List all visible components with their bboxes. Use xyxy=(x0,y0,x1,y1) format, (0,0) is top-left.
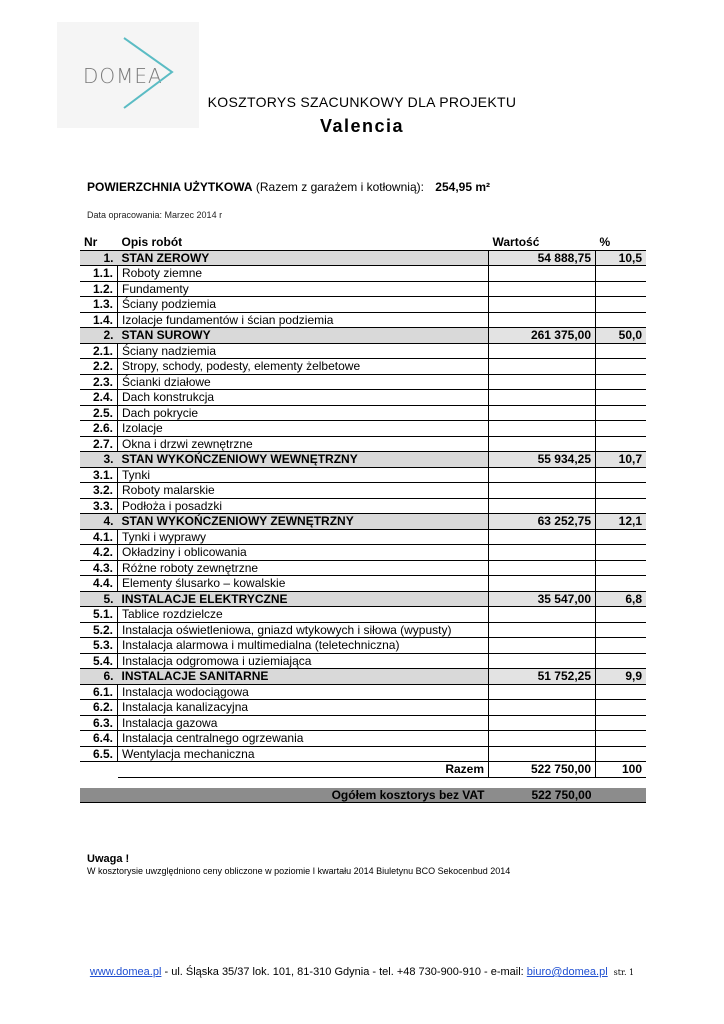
cost-table-body xyxy=(80,250,646,803)
item-value xyxy=(489,343,596,359)
section-value: 261 375,00 xyxy=(489,328,596,344)
item-row xyxy=(80,266,646,282)
item-percent xyxy=(596,653,647,669)
item-name: Ścianki działowe xyxy=(118,374,489,390)
item-value xyxy=(489,653,596,669)
item-row xyxy=(80,297,646,313)
item-row xyxy=(80,467,646,483)
item-name: Izolacje fundamentów i ścian podziemia xyxy=(118,312,489,328)
section-row xyxy=(80,250,646,266)
item-name: Dach pokrycie xyxy=(118,405,489,421)
item-row xyxy=(80,700,646,716)
item-name: Elementy ślusarko – kowalskie xyxy=(118,576,489,592)
item-percent xyxy=(596,622,647,638)
item-name: Roboty malarskie xyxy=(118,483,489,499)
item-value xyxy=(489,622,596,638)
item-value xyxy=(489,607,596,623)
item-nr: 4.1. xyxy=(80,529,118,545)
item-nr: 2.2. xyxy=(80,359,118,375)
item-percent xyxy=(596,359,647,375)
item-name: Stropy, schody, podesty, elementy żelbetowe xyxy=(118,359,489,375)
item-name: Instalacja kanalizacyjna xyxy=(118,700,489,716)
item-nr: 6.2. xyxy=(80,700,118,716)
section-name: INSTALACJE SANITARNE xyxy=(118,669,489,685)
section-row xyxy=(80,591,646,607)
item-nr: 1.2. xyxy=(80,281,118,297)
item-value xyxy=(489,638,596,654)
page-number: str. 1 xyxy=(613,968,635,977)
item-row xyxy=(80,359,646,375)
item-value xyxy=(489,359,596,375)
item-percent xyxy=(596,638,647,654)
preparation-date: Data opracowania: Marzec 2014 r xyxy=(87,210,223,220)
item-nr: 3.2. xyxy=(80,483,118,499)
item-percent xyxy=(596,297,647,313)
item-row xyxy=(80,622,646,638)
total-row xyxy=(80,788,646,803)
header-value: Wartość xyxy=(489,235,596,250)
item-name: Ściany nadziemia xyxy=(118,343,489,359)
item-name: Instalacja oświetleniowa, gniazd wtykowych i siłowa (wypusty) xyxy=(118,622,489,638)
total-empty xyxy=(80,788,118,803)
item-nr: 4.3. xyxy=(80,560,118,576)
section-nr: 5. xyxy=(80,591,118,607)
header-nr: Nr xyxy=(80,235,118,250)
item-percent xyxy=(596,281,647,297)
item-row xyxy=(80,545,646,561)
item-name: Tynki i wyprawy xyxy=(118,529,489,545)
item-value xyxy=(489,467,596,483)
item-nr: 4.4. xyxy=(80,576,118,592)
section-percent: 6,8 xyxy=(596,591,647,607)
section-nr: 2. xyxy=(80,328,118,344)
sum-label: Razem xyxy=(118,762,489,778)
cost-estimate-table xyxy=(80,235,646,803)
item-value xyxy=(489,529,596,545)
item-percent xyxy=(596,545,647,561)
item-row xyxy=(80,483,646,499)
item-percent xyxy=(596,343,647,359)
table-header-row xyxy=(80,235,646,250)
item-percent xyxy=(596,498,647,514)
item-value xyxy=(489,312,596,328)
section-percent: 12,1 xyxy=(596,514,647,530)
total-value: 522 750,00 xyxy=(489,788,596,803)
item-value xyxy=(489,297,596,313)
note-text: W kosztorysie uwzględniono ceny obliczone w poziomie I kwartału 2014 Biuletynu BCO Sekocenbud 2014 xyxy=(87,866,511,876)
item-percent xyxy=(596,715,647,731)
section-row xyxy=(80,328,646,344)
item-value xyxy=(489,576,596,592)
section-name: STAN ZEROWY xyxy=(118,250,489,266)
logo-text: DOMEA xyxy=(83,64,163,88)
item-row xyxy=(80,529,646,545)
item-percent xyxy=(596,684,647,700)
item-nr: 5.3. xyxy=(80,638,118,654)
item-percent xyxy=(596,390,647,406)
item-value xyxy=(489,281,596,297)
item-value xyxy=(489,746,596,762)
sum-empty xyxy=(80,762,118,778)
item-percent xyxy=(596,483,647,499)
section-row xyxy=(80,452,646,468)
item-value xyxy=(489,498,596,514)
spacer-row xyxy=(80,777,646,788)
item-value xyxy=(489,374,596,390)
item-row xyxy=(80,390,646,406)
sum-percent: 100 xyxy=(596,762,647,778)
footer-address: - ul. Śląska 35/37 lok. 101, 81-310 Gdynia - tel. +48 730-900-910 - e-mail: xyxy=(161,966,527,978)
section-value: 63 252,75 xyxy=(489,514,596,530)
document-subtitle: KOSZTORYS SZACUNKOWY DLA PROJEKTU xyxy=(207,94,517,110)
item-percent xyxy=(596,607,647,623)
item-value xyxy=(489,731,596,747)
item-name: Podłoża i posadzki xyxy=(118,498,489,514)
item-name: Instalacja wodociągowa xyxy=(118,684,489,700)
item-value xyxy=(489,266,596,282)
item-row xyxy=(80,684,646,700)
item-nr: 5.1. xyxy=(80,607,118,623)
item-name: Tablice rozdzielcze xyxy=(118,607,489,623)
section-percent: 50,0 xyxy=(596,328,647,344)
section-value: 54 888,75 xyxy=(489,250,596,266)
footer-email-link[interactable]: biuro@domea.pl xyxy=(526,966,608,978)
item-percent xyxy=(596,529,647,545)
item-percent xyxy=(596,436,647,452)
section-nr: 4. xyxy=(80,514,118,530)
section-nr: 6. xyxy=(80,669,118,685)
item-percent xyxy=(596,700,647,716)
item-nr: 2.1. xyxy=(80,343,118,359)
item-name: Różne roboty zewnętrzne xyxy=(118,560,489,576)
item-percent xyxy=(596,576,647,592)
item-percent xyxy=(596,266,647,282)
item-name: Roboty ziemne xyxy=(118,266,489,282)
item-name: Instalacja odgromowa i uziemiająca xyxy=(118,653,489,669)
item-percent xyxy=(596,374,647,390)
usable-area xyxy=(87,180,490,194)
section-row xyxy=(80,514,646,530)
item-name: Instalacja centralnego ogrzewania xyxy=(118,731,489,747)
item-percent xyxy=(596,731,647,747)
header-description: Opis robót xyxy=(118,235,489,250)
section-name: INSTALACJE ELEKTRYCZNE xyxy=(118,591,489,607)
item-percent xyxy=(596,421,647,437)
item-row xyxy=(80,312,646,328)
item-nr: 1.4. xyxy=(80,312,118,328)
item-row xyxy=(80,638,646,654)
item-row xyxy=(80,374,646,390)
item-row xyxy=(80,343,646,359)
item-name: Instalacja alarmowa i multimedialna (teletechniczna) xyxy=(118,638,489,654)
item-row xyxy=(80,281,646,297)
item-value xyxy=(489,684,596,700)
footer-website-link[interactable]: www.domea.pl xyxy=(89,966,162,978)
item-nr: 3.1. xyxy=(80,467,118,483)
header-percent: % xyxy=(596,235,647,250)
section-nr: 1. xyxy=(80,250,118,266)
item-nr: 6.3. xyxy=(80,715,118,731)
item-row xyxy=(80,653,646,669)
total-percent xyxy=(596,788,647,803)
item-row xyxy=(80,498,646,514)
item-name: Izolacje xyxy=(118,421,489,437)
item-percent xyxy=(596,560,647,576)
section-percent: 9,9 xyxy=(596,669,647,685)
item-nr: 2.3. xyxy=(80,374,118,390)
item-nr: 2.7. xyxy=(80,436,118,452)
item-row xyxy=(80,746,646,762)
item-value xyxy=(489,700,596,716)
item-value xyxy=(489,483,596,499)
item-nr: 2.4. xyxy=(80,390,118,406)
section-value: 51 752,25 xyxy=(489,669,596,685)
item-value xyxy=(489,390,596,406)
item-value xyxy=(489,436,596,452)
item-row xyxy=(80,607,646,623)
section-value: 35 547,00 xyxy=(489,591,596,607)
item-value xyxy=(489,560,596,576)
usable-area-value: 254,95 m² xyxy=(435,180,490,194)
section-value: 55 934,25 xyxy=(489,452,596,468)
item-row xyxy=(80,421,646,437)
item-name: Dach konstrukcja xyxy=(118,390,489,406)
item-nr: 3.3. xyxy=(80,498,118,514)
item-percent xyxy=(596,312,647,328)
item-nr: 1.3. xyxy=(80,297,118,313)
section-name: STAN WYKOŃCZENIOWY WEWNĘTRZNY xyxy=(118,452,489,468)
item-name: Okładziny i oblicowania xyxy=(118,545,489,561)
item-name: Instalacja gazowa xyxy=(118,715,489,731)
item-value xyxy=(489,715,596,731)
item-name: Wentylacja mechaniczna xyxy=(118,746,489,762)
section-percent: 10,5 xyxy=(596,250,647,266)
section-name: STAN WYKOŃCZENIOWY ZEWNĘTRZNY xyxy=(118,514,489,530)
item-name: Tynki xyxy=(118,467,489,483)
item-row xyxy=(80,560,646,576)
project-title: Valencia xyxy=(319,116,405,136)
spacer-cell xyxy=(80,777,646,788)
item-nr: 2.5. xyxy=(80,405,118,421)
item-name: Okna i drzwi zewnętrzne xyxy=(118,436,489,452)
item-nr: 6.1. xyxy=(80,684,118,700)
total-label: Ogółem kosztorys bez VAT xyxy=(118,788,489,803)
sum-row xyxy=(80,762,646,778)
item-row xyxy=(80,731,646,747)
item-value xyxy=(489,421,596,437)
item-nr: 5.4. xyxy=(80,653,118,669)
item-value xyxy=(489,405,596,421)
item-nr: 5.2. xyxy=(80,622,118,638)
usable-area-note: (Razem z garażem i kotłownią): xyxy=(255,180,424,194)
item-nr: 2.6. xyxy=(80,421,118,437)
item-percent xyxy=(596,467,647,483)
item-value xyxy=(489,545,596,561)
item-nr: 1.1. xyxy=(80,266,118,282)
item-row xyxy=(80,715,646,731)
section-percent: 10,7 xyxy=(596,452,647,468)
note-title: Uwaga ! xyxy=(87,853,130,865)
item-name: Fundamenty xyxy=(118,281,489,297)
item-name: Ściany podziemia xyxy=(118,297,489,313)
item-percent xyxy=(596,746,647,762)
sum-value: 522 750,00 xyxy=(489,762,596,778)
usable-area-label: POWIERZCHNIA UŻYTKOWA xyxy=(87,180,253,194)
item-nr: 6.5. xyxy=(80,746,118,762)
footer xyxy=(0,966,724,978)
item-nr: 6.4. xyxy=(80,731,118,747)
item-row xyxy=(80,405,646,421)
item-row xyxy=(80,436,646,452)
item-percent xyxy=(596,405,647,421)
section-nr: 3. xyxy=(80,452,118,468)
item-row xyxy=(80,576,646,592)
section-row xyxy=(80,669,646,685)
item-nr: 4.2. xyxy=(80,545,118,561)
section-name: STAN SUROWY xyxy=(118,328,489,344)
